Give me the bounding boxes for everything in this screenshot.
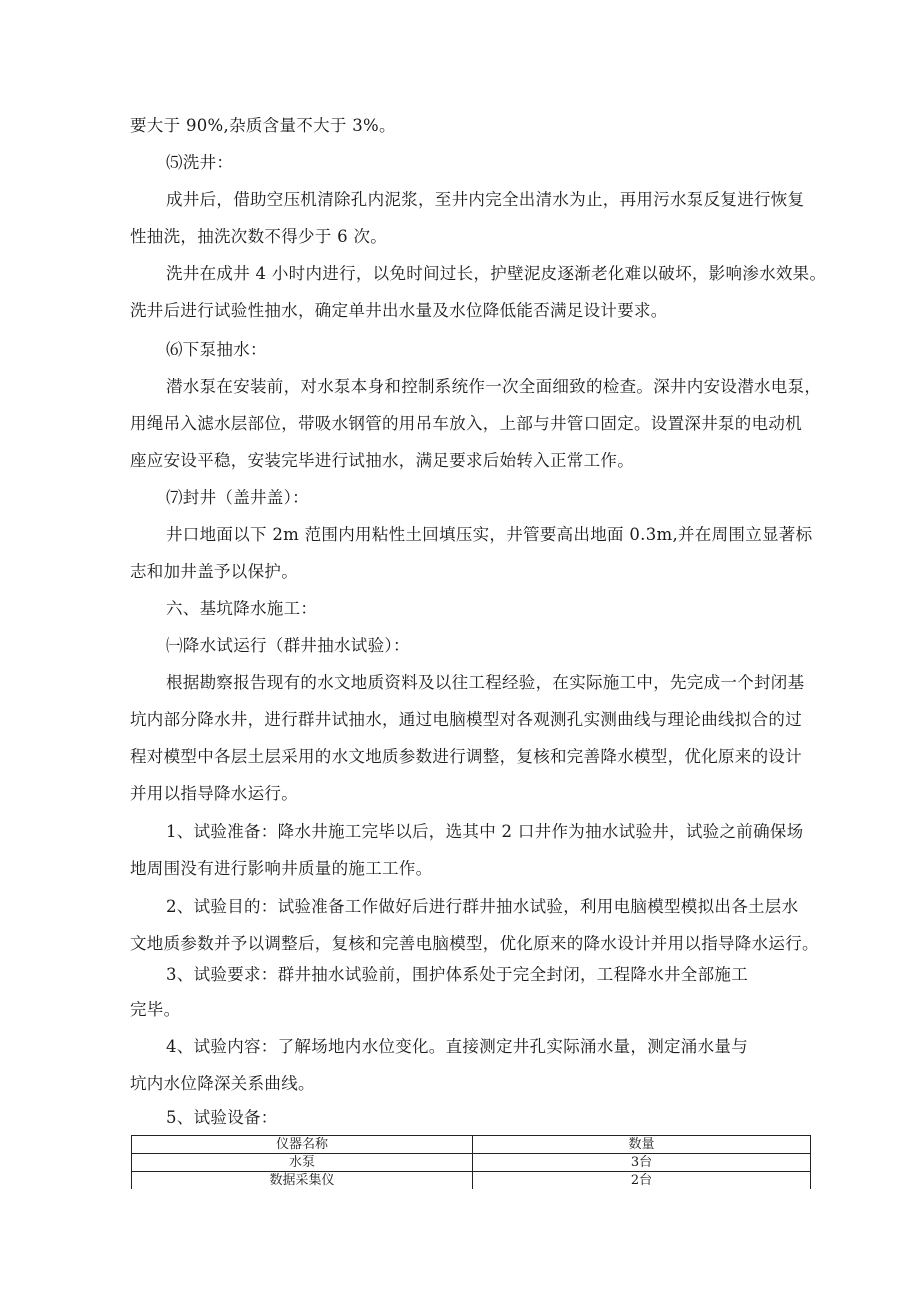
paragraph-line: 洗井后进行试验性抽水，确定单井出水量及水位降低能否满足设计要求。: [130, 301, 668, 320]
table-header-cell: 仪器名称: [132, 1136, 473, 1154]
table-cell: 3台: [473, 1154, 811, 1172]
paragraph-line: 潜水泵在安装前，对水泵本身和控制系统作一次全面细致的检查。深井内安设潜水电泵，: [166, 377, 822, 396]
paragraph-line: 并用以指导降水运行。: [130, 784, 298, 803]
table-header-cell: 数量: [473, 1136, 811, 1154]
paragraph-line: 座应安设平稳，安装完毕进行试抽水，满足要求后始转入正常工作。: [130, 451, 634, 470]
table-cell: 水泵: [132, 1154, 473, 1172]
paragraph-line: 文地质参数并予以调整后，复核和完善电脑模型，优化原来的降水设计并用以指导降水运行。: [130, 934, 819, 953]
paragraph-line: 1、试验准备：降水井施工完毕以后，选其中 2 口井作为抽水试验井，试验之前确保场: [166, 822, 804, 841]
paragraph-line: 完毕。: [130, 1000, 181, 1019]
table-row: [132, 1154, 811, 1172]
paragraph-line: 坑内水位降深关系曲线。: [130, 1074, 315, 1093]
paragraph-line: 2、试验目的：试验准备工作做好后进行群井抽水试验，利用电脑模型模拟出各土层水: [166, 897, 799, 916]
paragraph-line: 地周围没有进行影响井质量的施工工作。: [130, 859, 433, 878]
table-cell: 2台: [473, 1172, 811, 1190]
paragraph-line: 井口地面以下 2m 范围内用粘性土回填压实，井管要高出地面 0.3m,并在周围立显著标: [166, 525, 813, 544]
paragraph-line: 程对模型中各层土层采用的水文地质参数进行调整，复核和完善降水模型，优化原来的设计: [130, 747, 802, 766]
paragraph-line: 3、试验要求：群井抽水试验前，围护体系处于完全封闭，工程降水井全部施工: [166, 965, 748, 984]
table-cell: 数据采集仪: [132, 1172, 473, 1190]
chapter-heading: 六、基坑降水施工：: [166, 599, 318, 618]
paragraph-line: 根据勘察报告现有的水文地质资料及以往工程经验，在实际施工中，先完成一个封闭基: [166, 673, 805, 692]
paragraph-line: 要大于 90%,杂质含量不大于 3%。: [130, 116, 396, 135]
paragraph-line: 5、试验设备：: [166, 1108, 278, 1127]
section-heading: ⑸洗井：: [166, 153, 234, 172]
paragraph-line: 志和加井盖予以保护。: [130, 562, 298, 581]
table-row: [132, 1172, 811, 1190]
paragraph-line: 用绳吊入滤水层部位，带吸水钢管的用吊车放入，上部与井管口固定。设置深井泵的电动机: [130, 414, 802, 433]
paragraph-line: 坑内部分降水井，进行群井试抽水，通过电脑模型对各观测孔实测曲线与理论曲线拟合的过: [130, 710, 802, 729]
section-heading: ⑹下泵抽水：: [166, 340, 267, 359]
paragraph-line: 4、试验内容：了解场地内水位变化。直接测定井孔实际涌水量，测定涌水量与: [166, 1037, 748, 1056]
paragraph-line: 洗井在成井 4 小时内进行，以免时间过长，护壁泥皮逐渐老化难以破坏，影响渗水效果。: [166, 264, 827, 283]
paragraph-line: 性抽洗，抽洗次数不得少于 6 次。: [130, 227, 388, 246]
paragraph-line: 成井后，借助空压机清除孔内泥浆，至井内完全出清水为止，再用污水泵反复进行恢复: [166, 190, 805, 209]
section-heading: ㈠降水试运行（群井抽水试验）：: [166, 636, 410, 655]
section-heading: ⑺封井（盖井盖）：: [166, 488, 309, 507]
equipment-table: [131, 1135, 811, 1189]
table-header-row: [132, 1136, 811, 1154]
